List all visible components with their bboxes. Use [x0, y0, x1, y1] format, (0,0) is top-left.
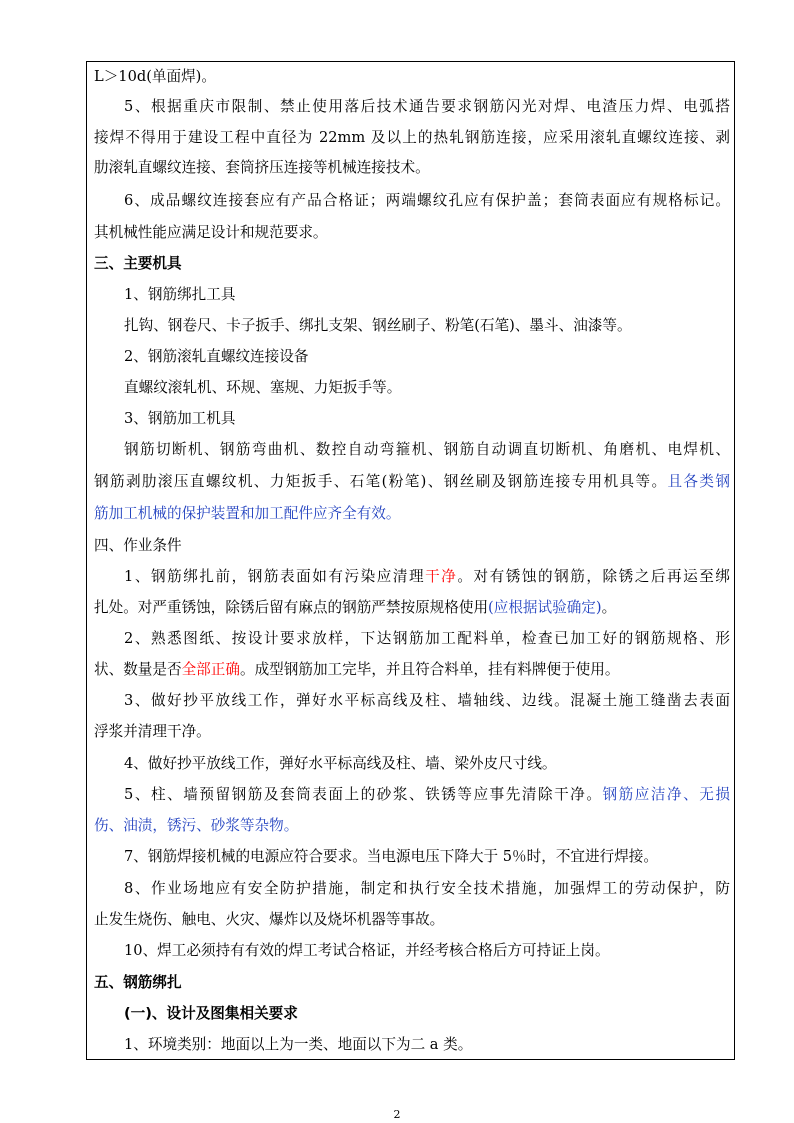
section-heading: [94, 535, 730, 557]
text-segment: 5、柱、墙预留钢筋及套筒表面上的砂浆、铁锈等应事先清除干净。: [124, 786, 603, 803]
text-segment: 干净: [425, 568, 458, 585]
text-segment: 钢筋应洁净、无损: [602, 786, 730, 803]
text-segment: 全部正确: [181, 661, 240, 678]
text-segment: 伤、油渍，锈污、砂浆等杂物。: [94, 817, 299, 834]
text-segment: 。对有锈蚀的钢筋，除锈之后再运至绑: [457, 568, 730, 585]
text-segment: 接焊不得用于建设工程中直径为 22mm 及以上的热轧钢筋连接，应采用滚轧直螺纹连接、剥: [94, 129, 730, 146]
text-line: [94, 222, 730, 244]
text-line: [124, 408, 730, 430]
text-segment: 筋加工机械的保护装置和加工配件应齐全有效。: [94, 505, 401, 522]
text-segment: 1、钢筋绑扎前，钢筋表面如有污染应清理: [124, 568, 426, 585]
section-heading: [94, 253, 730, 275]
text-segment: 1、环境类别：地面以上为一类、地面以下为二 a 类。: [124, 1036, 473, 1053]
text-line: [94, 815, 730, 837]
text-line: [124, 753, 730, 775]
text-segment: 。成型钢筋加工完毕，并且符合料单，挂有料牌便于使用。: [239, 661, 620, 678]
text-segment: 7、钢筋焊接机械的电源应符合要求。当电源电压下降大于 5％时，不宜进行焊接。: [124, 848, 658, 865]
text-segment: 6、成品螺纹连接套应有产品合格证；两端螺纹孔应有保护盖；套筒表面应有规格标记。: [124, 192, 730, 209]
text-segment: 三、主要机具: [94, 255, 182, 272]
text-line: [124, 878, 730, 900]
text-segment: 钢筋剥肋滚压直螺纹机、力矩扳手、石笔(粉笔)、钢丝刷及钢筋连接专用机具等。: [94, 473, 668, 490]
text-segment: 1、钢筋绑扎工具: [124, 286, 236, 303]
text-segment: 四、作业条件: [94, 537, 182, 554]
text-line: [124, 566, 730, 588]
text-segment: 3、做好抄平放线工作，弹好水平标高线及柱、墙轴线、边线。混凝土施工缝凿去表面: [124, 692, 730, 709]
text-line: [124, 346, 730, 368]
text-line: [124, 846, 730, 868]
text-line: [94, 503, 730, 525]
text-line: [124, 940, 730, 962]
text-line: [94, 471, 730, 493]
text-line: [124, 377, 730, 399]
text-line: [124, 1034, 730, 1056]
text-line: [94, 721, 730, 743]
text-line: [124, 439, 730, 461]
text-segment: 8、作业场地应有安全防护措施，制定和执行安全技术措施，加强焊工的劳动保护，防: [124, 880, 730, 897]
text-segment: 五、钢筋绑扎: [94, 974, 182, 991]
subsection-heading: [124, 1003, 730, 1025]
text-line: [124, 284, 730, 306]
text-line: [94, 127, 730, 149]
text-line: [124, 315, 730, 337]
text-line: [94, 597, 730, 619]
text-segment: 2、钢筋滚轧直螺纹连接设备: [124, 348, 309, 365]
text-segment: 止发生烧伤、触电、火灾、爆炸以及烧坏机器等事故。: [94, 911, 445, 928]
text-segment: 2、熟悉图纸、按设计要求放样，下达钢筋加工配料单，检查已加工好的钢筋规格、形: [124, 630, 730, 647]
text-segment: 直螺纹滚轧机、环规、塞规、力矩扳手等。: [124, 379, 402, 396]
text-line: [94, 909, 730, 931]
text-segment: 10、焊工必须持有有效的焊工考试合格证，并经考核合格后方可持证上岗。: [124, 942, 610, 959]
text-segment: 肋滚轧直螺纹连接、套筒挤压连接等机械连接技术。: [94, 159, 430, 176]
text-segment: (应根据试验确定): [488, 599, 602, 616]
text-line: [124, 190, 730, 212]
text-segment: 扎钩、钢卷尺、卡子扳手、绑扎支架、钢丝刷子、粉笔(石笔)、墨斗、油漆等。: [124, 317, 632, 334]
text-segment: 状、数量是否: [94, 661, 182, 678]
text-segment: 扎处。对严重锈蚀，除锈后留有麻点的钢筋严禁按原规格使用: [94, 599, 489, 616]
text-segment: 其机械性能应满足设计和规范要求。: [94, 224, 328, 241]
text-line: [94, 157, 730, 179]
text-segment: 钢筋切断机、钢筋弯曲机、数控自动弯箍机、钢筋自动调直切断机、角磨机、电焊机、: [124, 441, 730, 458]
text-segment: L＞10d(单面焊)。: [94, 68, 216, 85]
text-segment: 4、做好抄平放线工作，弹好水平标高线及柱、墙、梁外皮尺寸线。: [124, 755, 557, 772]
text-segment: 5、根据重庆市限制、禁止使用落后技术通告要求钢筋闪光对焊、电渣压力焊、电弧搭: [124, 98, 730, 115]
text-segment: 浮浆并清理干净。: [94, 723, 211, 740]
section-heading: [94, 972, 730, 994]
text-segment: 且各类钢: [667, 473, 730, 490]
text-segment: 3、钢筋加工机具: [124, 410, 236, 427]
text-line: [94, 66, 730, 88]
page-number: 2: [393, 1108, 401, 1121]
text-line: [94, 659, 730, 681]
text-segment: 。: [601, 599, 617, 616]
text-line: [124, 628, 730, 650]
text-line: [124, 784, 730, 806]
text-line: [124, 690, 730, 712]
text-line: [124, 96, 730, 118]
text-segment: (一)、设计及图集相关要求: [124, 1005, 298, 1022]
